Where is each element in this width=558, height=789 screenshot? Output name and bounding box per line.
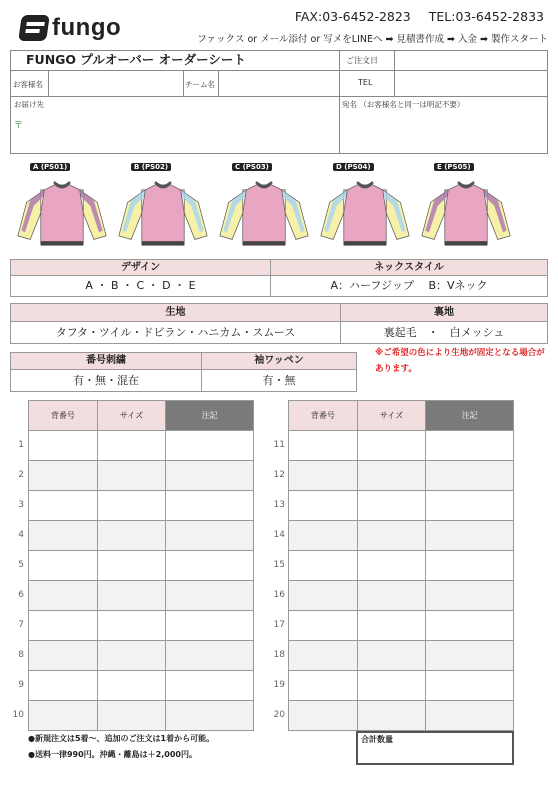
lining-option-value[interactable]: 裏起毛 ・ 白メッシュ [340,321,548,344]
customer-label: お客様名 [13,80,43,89]
patch-option-value[interactable]: 有・無 [201,369,357,392]
fax-number: FAX:03-6452-2823 [294,9,411,24]
design-label-e: E (PS05) [434,163,474,171]
table-row [289,581,514,611]
team-field[interactable] [219,71,338,95]
table-cell[interactable] [166,491,254,521]
delivery-label: お届け先 [14,100,44,109]
table-cell[interactable] [97,521,166,551]
table-cell[interactable] [166,611,254,641]
table-row [29,461,254,491]
table-cell[interactable] [29,701,98,731]
table-cell[interactable] [166,521,254,551]
table-cell[interactable] [357,641,426,671]
table-row [29,551,254,581]
table-cell[interactable] [97,641,166,671]
table-cell[interactable] [97,581,166,611]
table-cell[interactable] [357,581,426,611]
table-row [289,491,514,521]
table-row [29,611,254,641]
row-number: 3 [18,500,24,510]
neck-option-value[interactable]: A：ハーフジップ B：Vネック [270,275,548,297]
table-cell[interactable] [426,491,514,521]
design-option-value[interactable]: A ・ B ・ C ・ D ・ E [10,275,271,297]
design-list [12,160,548,250]
table-cell[interactable] [29,431,98,461]
table-cell[interactable] [357,701,426,731]
column-header-note: 注記 [166,401,254,431]
table-row [289,521,514,551]
table-row [29,581,254,611]
table-cell[interactable] [97,461,166,491]
table-cell[interactable] [357,431,426,461]
table-cell[interactable] [289,521,358,551]
table-cell[interactable] [166,671,254,701]
table-row [289,671,514,701]
table-cell[interactable] [426,641,514,671]
order-date-field[interactable] [395,51,547,70]
total-quantity-box[interactable] [356,731,514,765]
row-number: 4 [18,530,24,540]
table-row [29,641,254,671]
order-flow: ファックス or メール添付 or 写メをLINEへ ➡ 見積書作成 ➡ 入金 ➡ 製作スタート [197,34,548,45]
column-header-size: サイズ [97,401,166,431]
column-header-number: 背番号 [289,401,358,431]
footer-note-shipping: ●送料一律990円。沖縄・離島は＋2,000円。 [28,750,197,759]
table-cell[interactable] [289,641,358,671]
row-number: 8 [18,650,24,660]
table-cell[interactable] [289,611,358,641]
table-cell[interactable] [289,431,358,461]
design-label-a: A (PS01) [30,163,70,171]
design-label-b: B (PS02) [131,163,171,171]
table-cell[interactable] [426,611,514,641]
table-cell[interactable] [289,701,358,731]
table-row [29,431,254,461]
table-cell[interactable] [289,551,358,581]
table-cell[interactable] [29,461,98,491]
table-cell[interactable] [357,491,426,521]
table-cell[interactable] [357,461,426,491]
table-cell[interactable] [97,611,166,641]
lining-option-label: 裏地 [340,303,548,322]
table-row [29,521,254,551]
row-number: 7 [18,620,24,630]
fabric-option-value[interactable]: タフタ・ツイル・ドビラン・ハニカム・スムース [10,321,341,344]
row-number: 19 [273,680,285,690]
jacket-icon [214,174,314,250]
delivery-field[interactable] [11,97,338,153]
design-option-label: デザイン [10,259,271,276]
row-number: 1 [18,440,24,450]
table-row [289,461,514,491]
table-cell[interactable] [166,641,254,671]
table-cell[interactable] [426,701,514,731]
jacket-icon [113,174,213,250]
column-header-size: サイズ [357,401,426,431]
table-cell[interactable] [166,431,254,461]
tel-label: TEL [358,78,373,87]
table-cell[interactable] [166,701,254,731]
row-number: 13 [273,500,285,510]
contact-info [295,9,544,24]
table-cell[interactable] [166,581,254,611]
footer-notes [28,731,214,763]
total-quantity-label: 合計数量 [361,735,393,744]
table-cell[interactable] [29,581,98,611]
table-row [289,701,514,731]
column-header-number: 背番号 [29,401,98,431]
table-cell[interactable] [29,641,98,671]
table-cell[interactable] [166,461,254,491]
table-cell[interactable] [426,671,514,701]
addressee-label: 宛名 （お客様名と同一は明記不要） [342,100,465,109]
table-row [29,701,254,731]
table-cell[interactable] [357,671,426,701]
postal-mark: 〒 [14,121,24,131]
design-label-c: C (PS03) [232,163,272,171]
patch-option-label: 袖ワッペン [201,352,357,370]
row-number: 14 [273,530,285,540]
row-number: 12 [273,470,285,480]
jacket-icon [12,174,112,250]
row-number: 5 [18,560,24,570]
table-cell[interactable] [166,551,254,581]
table-row [289,641,514,671]
fabric-note: ※ご希望の色により生地が固定となる場合があります。 [375,348,545,374]
number-option-label: 番号刺繍 [10,352,202,370]
table-cell[interactable] [357,611,426,641]
table-cell[interactable] [426,431,514,461]
table-cell[interactable] [29,671,98,701]
fabric-option-label: 生地 [10,303,341,322]
table-cell[interactable] [426,521,514,551]
table-cell[interactable] [29,611,98,641]
table-cell[interactable] [97,701,166,731]
row-number: 2 [18,470,24,480]
table-cell[interactable] [29,491,98,521]
column-header-note: 注記 [426,401,514,431]
brand-name: fungo [52,14,122,41]
tel-number: TEL:03-6452-2833 [428,9,544,24]
row-number: 17 [273,620,285,630]
table-cell[interactable] [289,581,358,611]
footer-note-min-order: ●新規注文は5着〜、追加のご注文は1着から可能。 [28,734,215,743]
tel-field[interactable] [395,71,547,95]
row-number: 9 [18,680,24,690]
team-label: チーム名 [185,80,215,89]
table-cell[interactable] [426,581,514,611]
customer-field[interactable] [49,71,182,95]
row-number: 10 [12,710,24,720]
table-row [289,431,514,461]
row-number: 16 [273,590,285,600]
fungo-logo [20,14,121,42]
fungo-logo-icon [18,15,50,41]
table-cell[interactable] [29,521,98,551]
table-cell[interactable] [289,461,358,491]
row-number: 18 [273,650,285,660]
table-row [29,491,254,521]
order-table-left [28,400,254,731]
neck-option-label: ネックスタイル [270,259,548,276]
number-option-value[interactable]: 有・無・混在 [10,369,202,392]
table-cell[interactable] [357,551,426,581]
table-row [289,611,514,641]
row-number: 15 [273,560,285,570]
jacket-icon [315,174,415,250]
row-number: 11 [273,440,285,450]
table-cell[interactable] [289,671,358,701]
table-cell[interactable] [97,551,166,581]
table-row [29,671,254,701]
table-cell[interactable] [97,491,166,521]
addressee-field[interactable] [340,110,547,153]
design-label-d: D (PS04) [333,163,374,171]
order-date-label: ご注文日 [346,56,378,65]
table-cell[interactable] [357,521,426,551]
table-cell[interactable] [426,461,514,491]
order-table-right [288,400,514,731]
table-cell[interactable] [97,431,166,461]
table-cell[interactable] [29,551,98,581]
sheet-title: FUNGO プルオーバー オーダーシート [26,52,246,67]
table-cell[interactable] [97,671,166,701]
jacket-icon [416,174,516,250]
table-cell[interactable] [426,551,514,581]
table-row [289,551,514,581]
row-number: 20 [273,710,285,720]
table-cell[interactable] [289,491,358,521]
row-number: 6 [18,590,24,600]
